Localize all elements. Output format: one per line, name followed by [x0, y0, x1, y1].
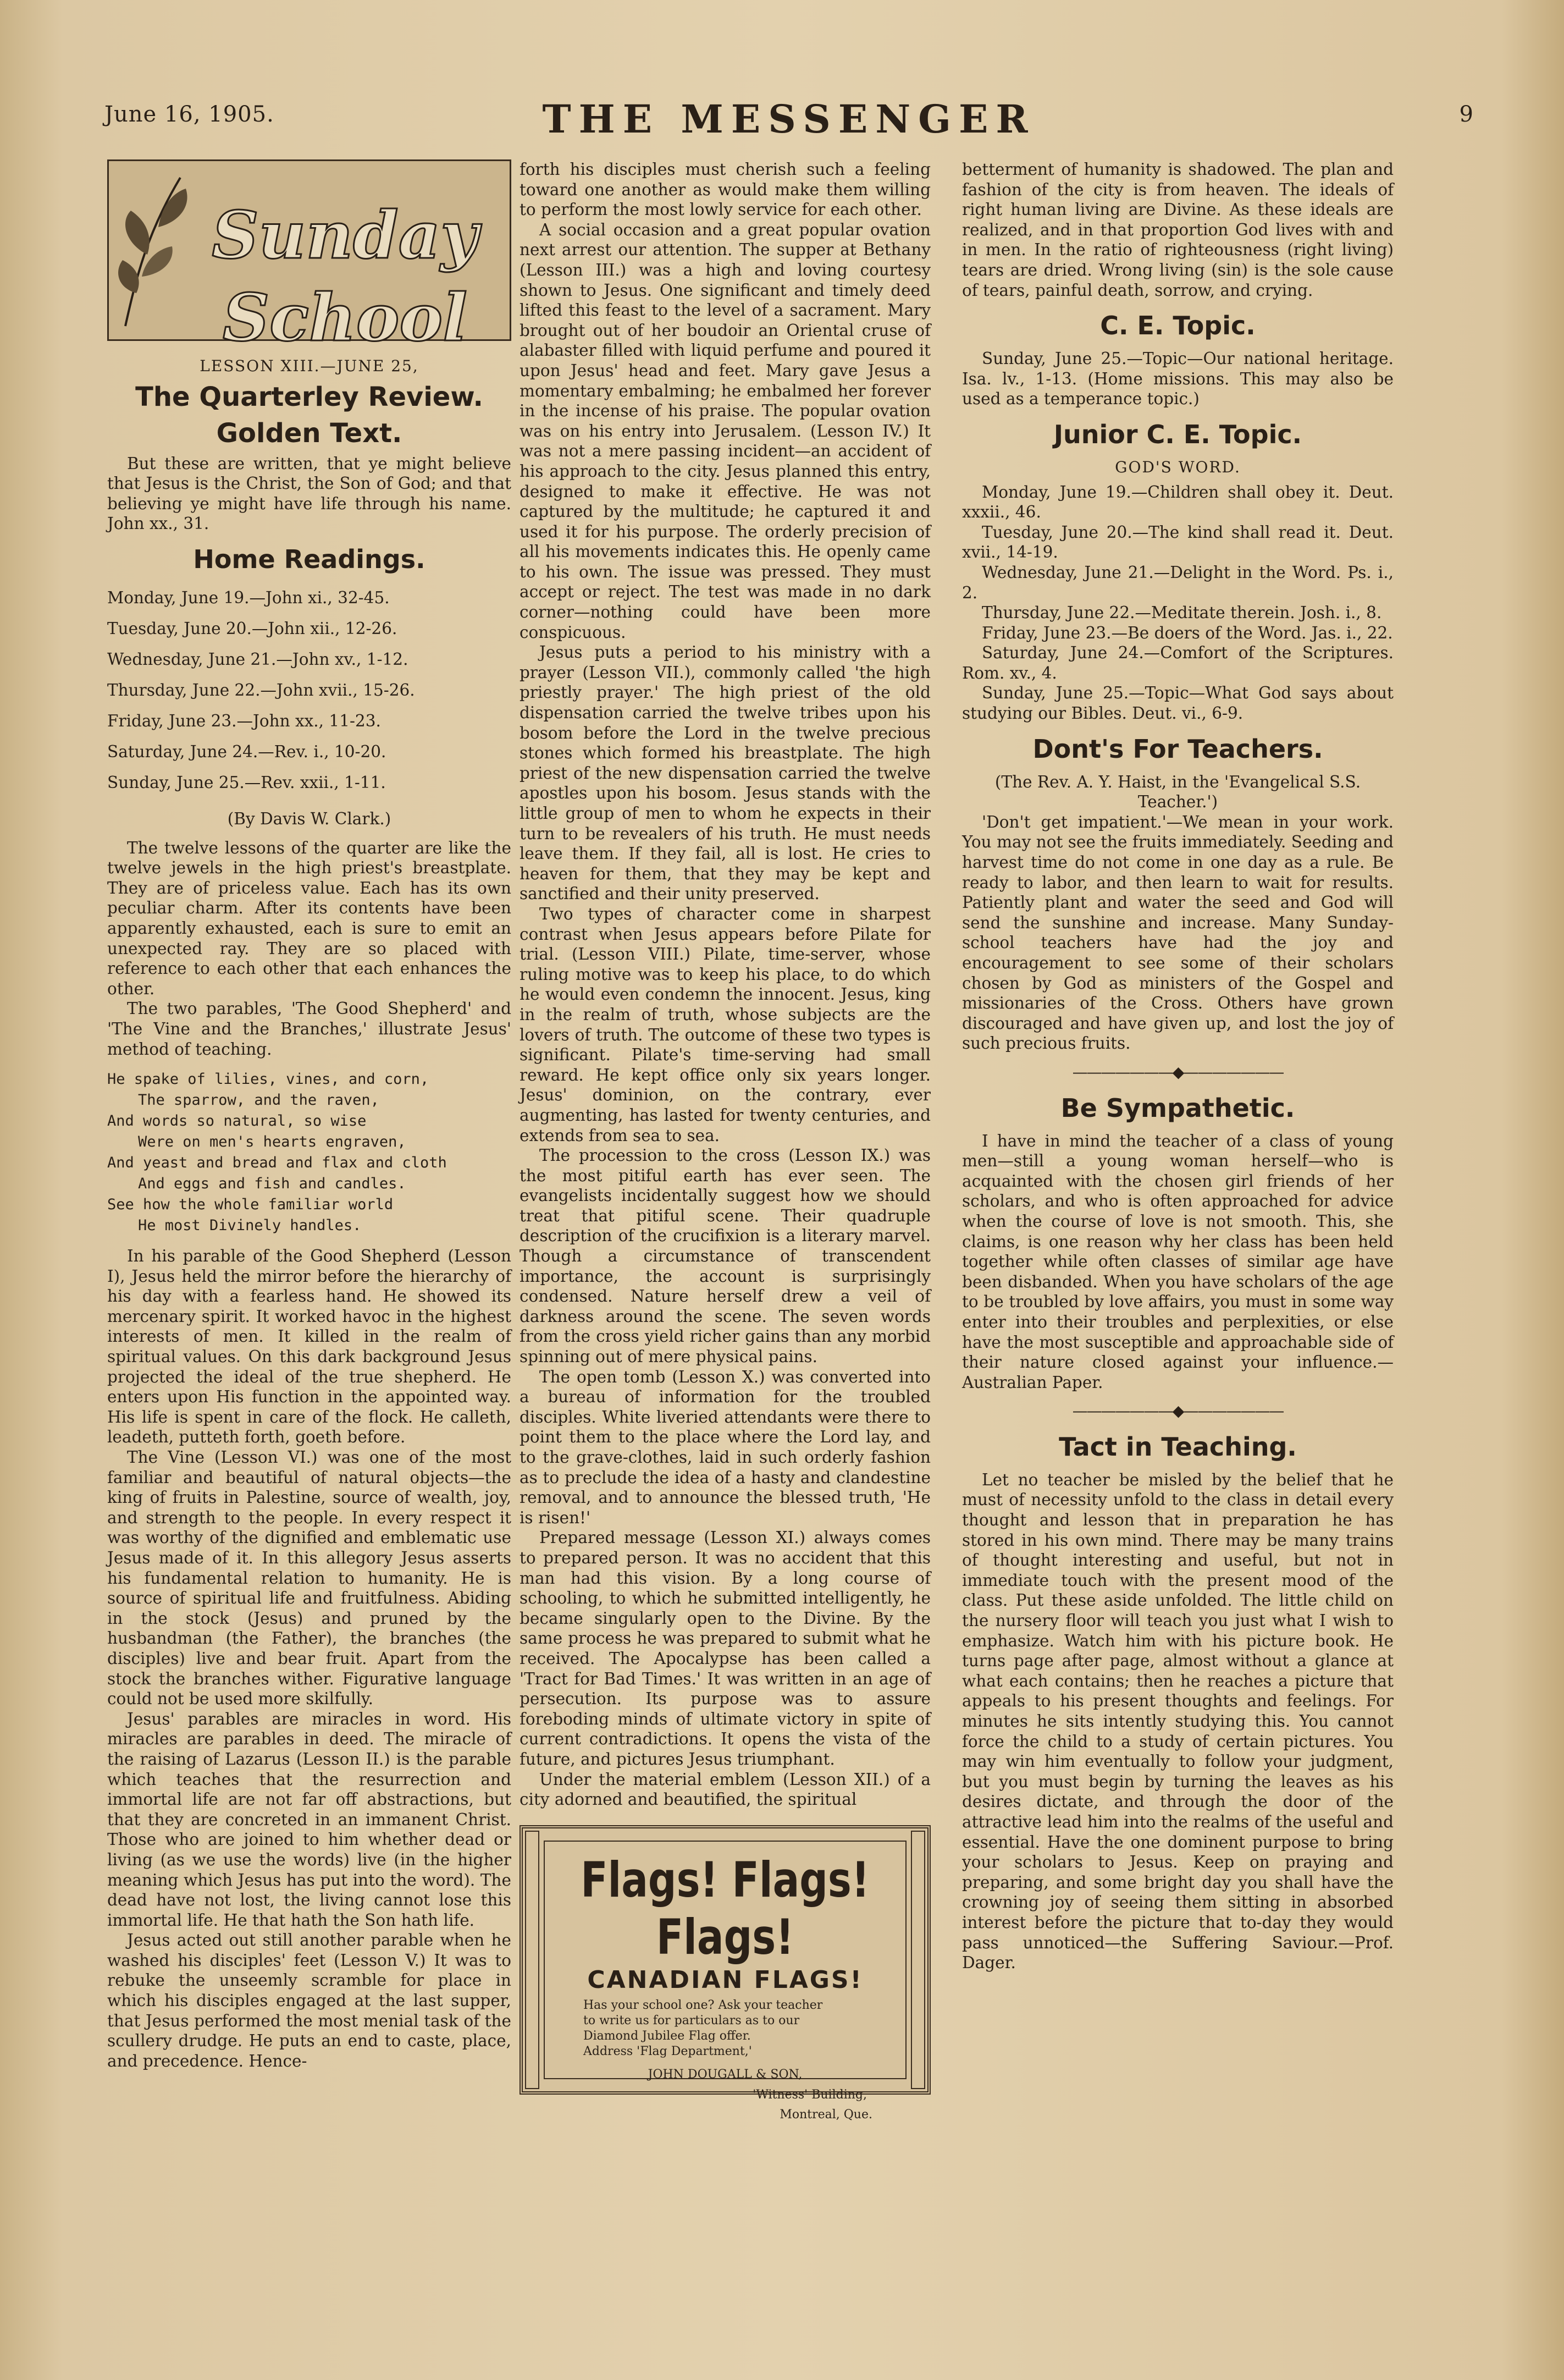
tact-heading: Tact in Teaching. [1059, 1431, 1297, 1462]
verse-line: And words so natural, so wise [107, 1112, 367, 1130]
ad-building: 'Witness' Building, [753, 2087, 867, 2102]
verse [107, 1069, 511, 1236]
ad-line: Diamond Jubilee Flag offer. [583, 2029, 751, 2043]
reading-item: Tuesday, June 20.—John xii., 12-26. [107, 619, 397, 638]
article-paragraph: forth his disciples must cherish such a feeling toward one another as would make them willing to perform the most lowly service for each other. [520, 160, 931, 219]
ce-topic-heading: C. E. Topic. [1100, 311, 1256, 341]
reading-item: Sunday, June 25.—Rev. xxii., 1-11. [107, 773, 386, 792]
article-paragraph: Two types of character come in sharpest contrast when Jesus appears before Pilate for trial. (Lesson VIII.) Pilate, time-server, whose ruling motive was to keep his place, to do which he would even condemn the innocent. Jesus, king in the realm of truth, whose subjects are the lovers of truth. The outcome of these two types is significant. Pilate's time-serving had small reward. He kept office only six years longer. Jesus' dominion, on the contrary, ever augmenting, has lasted for twenty centuries, and extends from sea to sea. [520, 904, 931, 1145]
home-readings-list [107, 582, 511, 798]
ad-advertiser: JOHN DOUGALL & SON, [648, 2068, 803, 2082]
column-2 [520, 159, 931, 2122]
article-paragraph: betterment of humanity is shadowed. The plan and fashion of the city is from heaven. The ideals of right human living are Divine. As these ideals are realized, and in that proportion God lives with and in men. In the ratio of righteousness (right living) tears are dried. Wrong living (sin) is the sole cause of tears, painful death, sorrow, and crying. [962, 160, 1394, 300]
article-paragraph: The open tomb (Lesson X.) was converted into a bureau of information for the troubled disciples. White liveried attendants were there to point them to the place where the Lord lay, and to the grave-clothes, laid in such orderly fashion as to preclude the idea of a hasty and clandestine removal, and to announce the blessed truth, 'He is risen!' [520, 1367, 931, 1527]
junior-ce-item: Thursday, June 22.—Meditate therein. Josh. i., 8. [982, 603, 1382, 622]
verse-line: He spake of lilies, vines, and corn, [107, 1071, 429, 1088]
ad-frame [544, 1841, 907, 2122]
section-divider: ———————◆——————— [1072, 1062, 1284, 1081]
ad-subtitle: CANADIAN FLAGS! [587, 1965, 863, 1994]
lesson-label: LESSON XIII.—JUNE 25, [200, 357, 419, 375]
sympathetic-text: I have in mind the teacher of a class of young men—still a young woman herself—who is acquainted with the chosen girl friends of her scholars, and who is often approached for advice when the course of love is not smooth. This, she claims, is one reason why her class has been held together while often classes of similar age have been disbanded. When you have scholars of the age to be troubled by love affairs, you must in some way enter into their troubles and perplexities, or else have the most susceptible and approachable side of their nature closed against your influence.—Australian Paper. [962, 1131, 1394, 1392]
section-divider: ———————◆——————— [1072, 1402, 1284, 1420]
flags-advertisement [520, 1825, 931, 2122]
byline: (By Davis W. Clark.) [227, 809, 391, 828]
reading-item: Thursday, June 22.—John xvii., 15-26. [107, 680, 415, 699]
home-readings-heading: Home Readings. [193, 544, 425, 574]
sympathetic-heading: Be Sympathetic. [1060, 1093, 1295, 1123]
reading-item: Friday, June 23.—John xx., 11-23. [107, 711, 381, 730]
verse-line: The sparrow, and the raven, [138, 1092, 379, 1109]
masthead [104, 96, 1473, 151]
article-paragraph: The Vine (Lesson VI.) was one of the most familiar and beautiful of natural objects—the king of fruits in Palestine, source of wealth, joy, and strength to the people. In every respect it was worthy of the dignified and emblematic use Jesus made of it. In this allegory Jesus asserts his fundamental relation to humanity. He is source of spiritual life and fruitfulness. Abiding in the stock (Jesus) and pruned by the husbandman (the Father), the branches (the disciples) live and bear fruit. Apart from the stock the branches wither. Figurative language could not be used more skilfully. [107, 1448, 511, 1709]
verse-line: Were on men's hearts engraven, [138, 1133, 406, 1151]
reading-item: Wednesday, June 21.—John xv., 1-12. [107, 649, 408, 669]
ad-line: Address 'Flag Department,' [583, 2045, 752, 2059]
ad-line: to write us for particulars as to our [583, 2014, 800, 2028]
reading-item: Saturday, June 24.—Rev. i., 10-20. [107, 742, 386, 761]
ad-title: Flags! Flags! Flags! [581, 1851, 870, 1965]
junior-ce-item: Friday, June 23.—Be doers of the Word. Jas. i., 22. [982, 623, 1393, 642]
donts-text: 'Don't get impatient.'—We mean in your work. You may not see the fruits immediately. Seeding and harvest time do not come in one day as a rule. Be ready to labor, and then learn to wait for results. Patiently plant and water the seed and God will send the sunshine and increase. Many Sunday-school teachers have had the joy and encouragement to see some of their scholars chosen by God as ministers of the Gospel and missionaries of the Cross. Others have grown discouraged and have given up, and lost the joy of such precious fruits. [962, 812, 1394, 1053]
ad-city: Montreal, Que. [780, 2108, 872, 2122]
article-paragraph: Jesus puts a period to his ministry with a prayer (Lesson VII.), commonly called 'the high priestly prayer.' The high priest of the old dispensation carried the twelve tribes upon his bosom before the Lord in the twelve precious stones which formed his breastplate. The high priest of the new dispensation carried the twelve apostles upon his bosom. Jesus stands with the little group of men to whom he expects in their turn to be revealers of his truth. He must needs leave them. If they fail, all is lost. He cries to heaven for them, that they may be kept and sanctified and their unity preserved. [520, 643, 931, 903]
banner-title: Sunday School [212, 197, 478, 356]
article-paragraph: The twelve lessons of the quarter are like the twelve jewels in the high priest's breastplate. They are of priceless value. Each has its own peculiar charm. After its contents have been apparently exhausted, each is sure to emit an unexpected ray. They are so placed with reference to each other that each enhances the other. [107, 838, 511, 998]
sunday-school-banner [107, 159, 511, 356]
article-paragraph: Prepared message (Lesson XI.) always comes to prepared person. It was no accident that this man had this vision. By a long course of schooling, to which he submitted intelligently, he became singularly open to the Divine. By the same process he was prepared to submit what he received. The Apocalypse has been called a 'Tract for Bad Times.' It was written in an age of persecution. Its purpose was to assure foreboding minds of ultimate victory in spite of current contradictions. It opens the vista of the future, and pictures Jesus triumphant. [520, 1528, 931, 1769]
donts-source: (The Rev. A. Y. Haist, in the 'Evangelical S.S. Teacher.') [994, 772, 1361, 812]
lesson-title: The Quarterley Review. [135, 381, 483, 412]
article-paragraph: A social occasion and a great popular ovation next arrest our attention. The supper at Bethany (Lesson III.) was a high and loving courtesy shown to Jesus. One significant and timely deed lifted this feast to the level of a sacrament. Mary brought out of her boudoir an Oriental cruse of alabaster filled with liquid perfume and poured it upon Jesus' head and feet. Mary gave Jesus a momentary embalming; he embalmed her forever in the incense of his praise. The popular ovation was on his entry into Jerusalem. (Lesson IV.) It was not a mere passing incident—an accident of his approach to the city. Jesus planned this entry, designed to make it effective. He was not captured by the multitude; he captured it and used it for his purpose. The orderly precision of all his movements indicates this. He openly came to his own. The issue was pressed. They must accept or reject. The test was made in no dark corner—nothing could have been more conspicuous. [520, 220, 931, 642]
article-paragraph: The procession to the cross (Lesson IX.) was the most pitiful earth has ever seen. The evangelists incidentally suggest how we should treat that pitiful scene. Their quadruple description of the crucifixion is a literary marvel. Though a circumstance of transcendent importance, the account is surprisingly condensed. Nature herself drew a veil of darkness around the scene. The seven words from the cross yield richer gains than any morbid spinning out of mere physical pains. [520, 1146, 931, 1367]
article-paragraph: Jesus acted out still another parable when he washed his disciples' feet (Lesson V.) It was to rebuke the unseemly scramble for place in which his disciples engaged at the last supper, that Jesus performed the most menial task of the scullery drudge. He puts an end to caste, place, and precedence. Hence- [107, 1931, 511, 2070]
verse-line: And yeast and bread and flax and cloth [107, 1154, 447, 1172]
verse-line: And eggs and fish and candles. [138, 1175, 406, 1193]
ad-border-ornament [525, 1831, 539, 2089]
article-paragraph: In his parable of the Good Shepherd (Lesson I), Jesus held the mirror before the hierarchy of his day with a fearless hand. He showed its mercenary spirit. It worked havoc in the highest interests of men. It killed in the realm of spiritual values. On this dark background Jesus projected the ideal of the true shepherd. He enters upon His function in the appointed way. His life is spent in care of the flock. He calleth, leadeth, putteth forth, goeth before. [107, 1247, 511, 1447]
golden-text-heading: Golden Text. [216, 417, 402, 449]
tact-text: Let no teacher be misled by the belief that he must of necessity unfold to the class in detail every thought and lesson that in preparation he has stored in his own mind. There may be many trains of thought interesting and useful, but not in immediate touch with the present mood of the class. Put these aside unfolded. The little child on the nursery floor will teach you just what I wish to emphasize. Watch him with his picture book. He turns page after page, almost without a glance at what each contains; then he reaches a picture that appeals to his present thoughts and feelings. For minutes he sits intently studying this. You cannot force the child to a study of certain pictures. You may win him eventually to follow your judgment, but you must begin by turning the leaves as his desires dictate, and through the door of the attractive lead him into the realms of the useful and essential. Have the one dominent purpose to bring your scholars to Jesus. Keep on praying and preparing, and some bright day you shall have the crowning joy of seeing them sitting in absorbed interest before the picture that to-day they would pass unnoticed—the Suffering Saviour.—Prof. Dager. [962, 1470, 1394, 1973]
verse-line: See how the whole familiar world [107, 1196, 394, 1214]
column-1 [107, 159, 511, 2071]
ad-line: Has your school one? Ask your teacher [583, 1998, 823, 2013]
ce-topic-text: Sunday, June 25.—Topic—Our national heritage. Isa. lv., 1-13. (Home missions. This may also be used as a temperance topic.) [962, 349, 1394, 409]
junior-ce-item: Sunday, June 25.—Topic—What God says about studying our Bibles. Deut. vi., 6-9. [962, 684, 1394, 723]
foliage-ornament-icon [114, 167, 202, 332]
junior-ce-heading: Junior C. E. Topic. [1053, 419, 1302, 449]
golden-text: But these are written, that ye might believe that Jesus is the Christ, the Son of God; and that believing ye might have life through his name. John xx., 31. [107, 454, 511, 533]
newspaper-title: THE MESSENGER [542, 96, 1036, 142]
article-paragraph: The two parables, 'The Good Shepherd' and 'The Vine and the Branches,' illustrate Jesus' method of teaching. [107, 999, 511, 1059]
ad-body [545, 1998, 905, 2059]
article-paragraph: Under the material emblem (Lesson XII.) of a city adorned and beautified, the spiritual [520, 1770, 931, 1809]
issue-date: June 16, 1905. [104, 102, 274, 127]
junior-ce-item: Saturday, June 24.—Comfort of the Scriptures. Rom. xv., 4. [962, 643, 1394, 682]
article-paragraph: Jesus' parables are miracles in word. His miracles are parables in deed. The miracle of the raising of Lazarus (Lesson II.) is the parable which teaches that the resurrection and immortal life are not far off abstractions, but that they are concreted in an immanent Christ. Those who are joined to him whether dead or living (as we use the words) live (in the higher meaning which Jesus has put into the word). The dead have not lost, the living cannot lose this immortal life. He that hath the Son hath life. [107, 1709, 511, 1930]
column-3 [962, 159, 1394, 1973]
junior-ce-item: Wednesday, June 21.—Delight in the Word. Ps. i., 2. [962, 563, 1394, 602]
verse-line: He most Divinely handles. [138, 1217, 362, 1235]
donts-heading: Dont's For Teachers. [1032, 734, 1323, 764]
page-number: 9 [1459, 102, 1473, 127]
junior-ce-subheading: GOD'S WORD. [1115, 458, 1241, 476]
junior-ce-item: Tuesday, June 20.—The kind shall read it. Deut. xvii., 14-19. [962, 522, 1394, 562]
reading-item: Monday, June 19.—John xi., 32-45. [107, 588, 390, 607]
junior-ce-item: Monday, June 19.—Children shall obey it. Deut. xxxii., 46. [962, 482, 1394, 522]
ad-border-ornament [911, 1831, 925, 2089]
